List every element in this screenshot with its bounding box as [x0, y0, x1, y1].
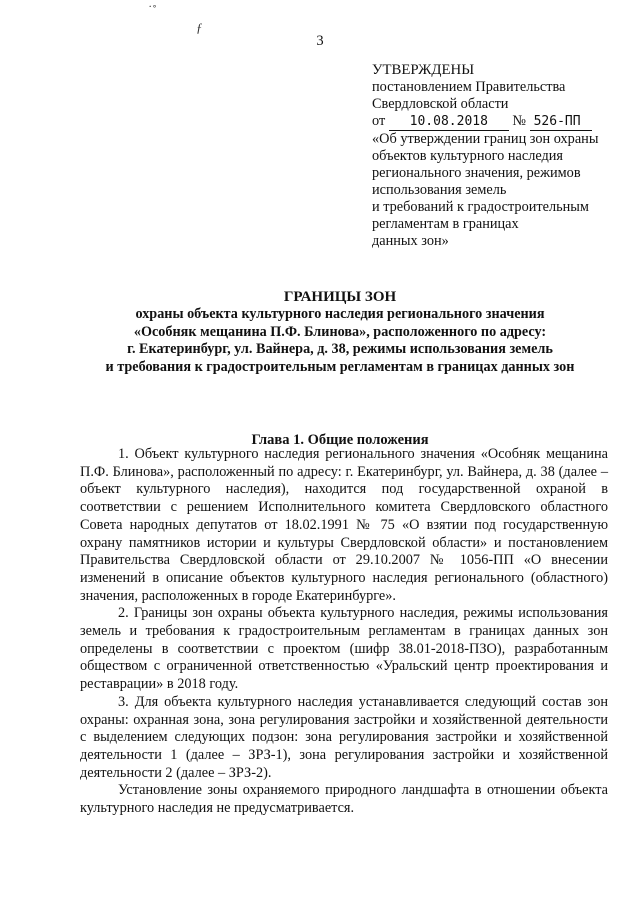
document-heading: ГРАНИЦЫ ЗОН [283, 289, 397, 305]
approval-date: 10.08.2018 [389, 113, 509, 131]
approval-line-1: постановлением Правительства [372, 79, 566, 95]
subtitle-line: г. Екатеринбург, ул. Вайнера, д. 38, режимы использования земель [127, 341, 553, 358]
paragraph-3: 3. Для объекта культурного наследия устанавливается следующий состав зон охраны: охранная зона, зона регулирования застройки и хозяйственной деятельности с выделением следующих подзон: зона регулирования застройки и хозяйственной деятельности 1 (далее – ЗРЗ-1), зона регулирования застройки и хозяйственной деятельности 2 (далее – ЗРЗ-2). [80, 693, 608, 781]
subtitle-line: «Особняк мещанина П.Ф. Блинова», расположенного по адресу: [133, 323, 547, 340]
document-body [80, 446, 608, 818]
approval-number: 526-ПП [530, 113, 592, 131]
paragraph-2: 2. Границы зон охраны объекта культурного наследия, режимы использования земель и требования к градостроительным регламентам в границах данных зон определены в соответствии с проектом (шифр 38.01-2018-ПЗО), разработанным обществом с ограниченной ответственностью «Уральский центр проектирования и реставрации» в 2018 году. [80, 605, 608, 693]
approval-line-2: Свердловской области [372, 96, 509, 112]
number-prefix: № [512, 113, 527, 129]
approval-decree-line: объектов культурного наследия [372, 148, 563, 164]
paragraph-1: 1. Объект культурного наследия регионального значения «Особняк мещанина П.Ф. Блинова», расположенный по адресу: г. Екатеринбург, ул. Вайнера, д. 38 (далее – объект культурного наследия), находится под государственной охраной в соответствии с решением Исполнительного комитета Свердловского областного Совета народных депутатов от 18.02.1991 № 75 «О взятии под государственную охрану памятников истории и культуры Свердловской области» и постановлением Правительства Свердловской области от 29.10.2007 № 1056-ПП «О внесении изменений в описание объектов культурного наследия регионального (областного) значения, расположенных в городе Екатеринбурге». [80, 446, 608, 604]
approval-decree-line: использования земель [372, 182, 507, 198]
document-subtitle [80, 306, 600, 377]
approval-date-line [372, 113, 622, 131]
approval-decree-line: и требований к градостроительным [372, 199, 589, 215]
subtitle-line: и требования к градостроительным регламентам в границах данных зон [105, 359, 575, 376]
paragraph-4: Установление зоны охраняемого природного ландшафта в отношении объекта культурного наследия не предусматривается. [80, 782, 608, 817]
approval-decree-line: «Об утверждении границ зон охраны [372, 131, 599, 147]
approval-decree-line: регламентам в границах [372, 216, 519, 232]
date-prefix: от [372, 113, 386, 129]
approval-title: УТВЕРЖДЕНЫ [372, 62, 475, 78]
scan-artifact-mark: ˙˚ [148, 2, 157, 17]
chapter-title: Глава 1. Общие положения [251, 432, 429, 448]
page-number: 3 [316, 33, 324, 49]
subtitle-line: охраны объекта культурного наследия регионального значения [135, 306, 545, 322]
handwritten-mark: ƒ [196, 20, 203, 35]
approval-decree-line: регионального значения, режимов [372, 165, 581, 181]
approval-stamp [372, 62, 622, 250]
approval-decree-line: данных зон» [372, 233, 449, 249]
